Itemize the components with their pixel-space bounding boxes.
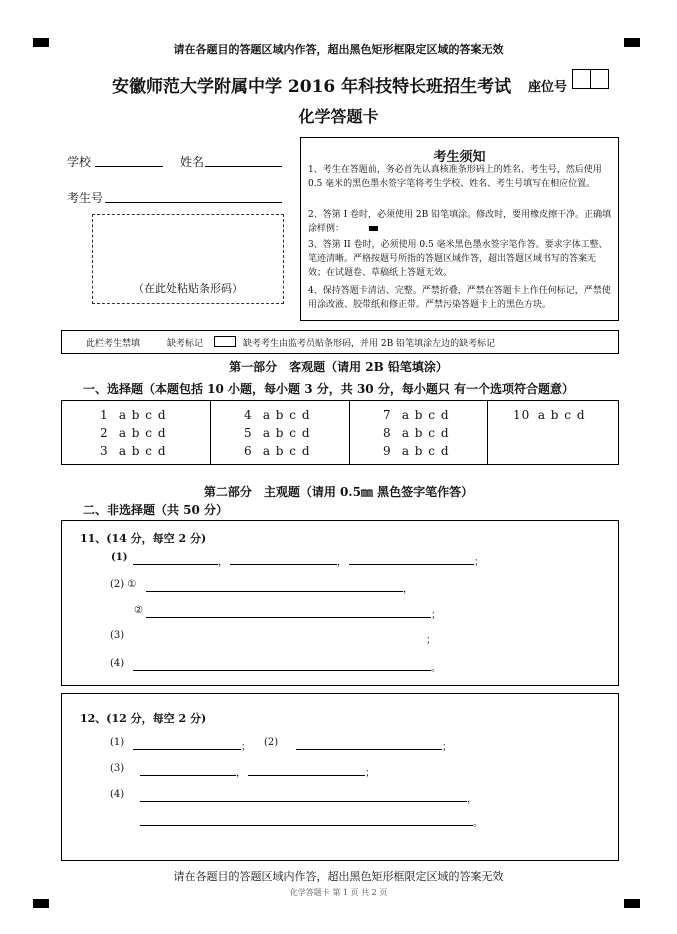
q11-2-blank-2[interactable] (146, 617, 431, 618)
q12-part-3-label: (3) (110, 763, 125, 774)
absent-bar-forbidden: 此栏考生禁填 (86, 339, 141, 349)
notice-item-1: 1、考生在答题前，务必首先认真核准条形码上的姓名、考生号，然后使用 0.5 毫米的黑色墨水签字笔将考生学校、姓名、考生号填写在相应位置。 (308, 165, 602, 189)
registration-mark-bottom-left (33, 899, 49, 908)
choice-row[interactable]: 7 a b c d (383, 408, 450, 422)
notice-item-4: 4、保持答题卡清洁、完整。严禁折叠，严禁在答题卡上作任何标记，严禁使用涂改液、胶带纸和修正带。严禁污染答题卡上的黑色方块。 (308, 286, 611, 310)
comma: ， (467, 794, 477, 805)
semicolon: ； (474, 557, 484, 568)
notice-item-2: 2、答第 I 卷时，必须使用 2B 铅笔填涂。修改时，要用橡皮擦干净。正确填涂样例： (308, 210, 612, 234)
choice-row[interactable]: 8 a b c d (383, 426, 450, 440)
choice-column-2 (244, 406, 311, 460)
choice-divider-3 (487, 400, 488, 464)
q12-part-1-label: (1) (110, 737, 125, 748)
absent-mark-note: 缺考考生由监考员贴条形码，并用 2B 铅笔填涂左边的缺考标记 (243, 339, 496, 349)
choice-row[interactable]: 1 a b c d (100, 408, 167, 422)
school-label: 学校 (67, 155, 92, 169)
registration-mark-bottom-right (624, 899, 640, 908)
semicolon: ； (241, 742, 251, 753)
exam-title: 安徽师范大学附属中学 2016 年科技特长班招生考试 (112, 77, 512, 97)
absent-mark-label: 缺考标记 (167, 339, 204, 349)
q12-4-blank-2[interactable] (140, 825, 473, 826)
choice-row[interactable]: 3 a b c d (100, 444, 167, 458)
top-notice: 请在各题目的答题区域内作答，超出黑色矩形框限定区域的答案无效 (173, 43, 504, 56)
q11-1-blank-1[interactable] (133, 564, 218, 565)
q12-1-blank[interactable] (133, 749, 241, 750)
period: 。 (473, 818, 483, 829)
school-field[interactable] (95, 166, 163, 167)
comma: ， (236, 768, 246, 779)
name-field[interactable] (205, 166, 282, 167)
choice-row[interactable]: 2 a b c d (100, 426, 167, 440)
part1-title: 第一部分 客观题（请用 2B 铅笔填涂） (229, 360, 448, 374)
semicolon: ； (426, 635, 436, 646)
choice-row[interactable]: 4 a b c d (244, 408, 311, 422)
seat-number-box-2[interactable] (590, 69, 609, 89)
q11-part-3-label: (3) (110, 630, 125, 641)
q11-1-blank-2[interactable] (230, 564, 337, 565)
card-subtitle: 化学答题卡 (298, 107, 379, 126)
comma: ， (403, 584, 413, 595)
section1-title: 一、选择题（本题包括 10 小题，每小题 3 分，共 30 分，每小题只 有一个选项符合题意） (83, 382, 574, 396)
choice-row[interactable]: 10 a b c d (513, 408, 586, 422)
q12-part-2-label: (2) (264, 737, 279, 748)
absent-mark-checkbox[interactable] (214, 336, 236, 347)
seat-label: 座位号 (528, 80, 568, 95)
semicolon: ； (442, 742, 452, 753)
q11-1-blank-3[interactable] (349, 564, 474, 565)
exam-number-field[interactable] (105, 202, 282, 203)
comma: ， (218, 557, 228, 568)
fill-sample-icon (369, 226, 378, 231)
choice-column-1 (100, 406, 167, 460)
choice-row[interactable]: 6 a b c d (244, 444, 311, 458)
choice-column-3 (383, 406, 450, 460)
notice-item-3: 3、答第 II 卷时，必须使用 0.5 毫米黑色墨水签字笔作答。要求字体工整、笔迹清晰。严格按题号所指的答题区域作答，超出答题区域书写的答案无效；在试题卷、草稿纸上答题无效。 (308, 240, 608, 278)
q11-2-blank-1[interactable] (146, 591, 403, 592)
choice-divider-2 (349, 400, 350, 464)
seat-number-box-1[interactable] (572, 69, 591, 89)
period: 。 (431, 663, 441, 674)
q12-4-blank-1[interactable] (140, 801, 467, 802)
bottom-notice: 请在各题目的答题区域内作答，超出黑色矩形框限定区域的答案无效 (173, 870, 504, 883)
choice-column-4 (513, 406, 586, 424)
comma: ， (337, 557, 347, 568)
q11-part-1-label: (1) (111, 552, 128, 563)
barcode-label: （在此处粘贴条形码） (133, 282, 243, 295)
q12-2-blank[interactable] (296, 749, 442, 750)
q11-4-blank[interactable] (133, 670, 431, 671)
semicolon: ； (431, 610, 441, 621)
section2-title: 二、非选择题（共 50 分） (83, 503, 229, 517)
candidate-notice-title: 考生须知 (433, 150, 486, 165)
q11-part-2-label: (2) ① (110, 579, 137, 590)
part2-title: 第二部分 主观题（请用 0.5㎜ 黑色签字笔作答） (203, 485, 474, 499)
question-11-header: 11、(14 分，每空 2 分) (80, 532, 207, 545)
q12-part-4-label: (4) (110, 789, 125, 800)
q12-3-blank-2[interactable] (248, 775, 365, 776)
semicolon: ； (365, 768, 375, 779)
q11-part-2b-label: ② (134, 605, 143, 616)
choice-divider-1 (210, 400, 211, 464)
name-label: 姓名 (180, 155, 205, 169)
q12-3-blank-1[interactable] (140, 775, 236, 776)
exam-number-label: 考生号 (67, 191, 104, 205)
q11-part-4-label: (4) (110, 658, 125, 669)
choice-row[interactable]: 5 a b c d (244, 426, 311, 440)
page-footer: 化学答题卡 第 1 页 共 2 页 (289, 888, 388, 897)
question-12-header: 12、(12 分，每空 2 分) (80, 712, 207, 725)
choice-row[interactable]: 9 a b c d (383, 444, 450, 458)
